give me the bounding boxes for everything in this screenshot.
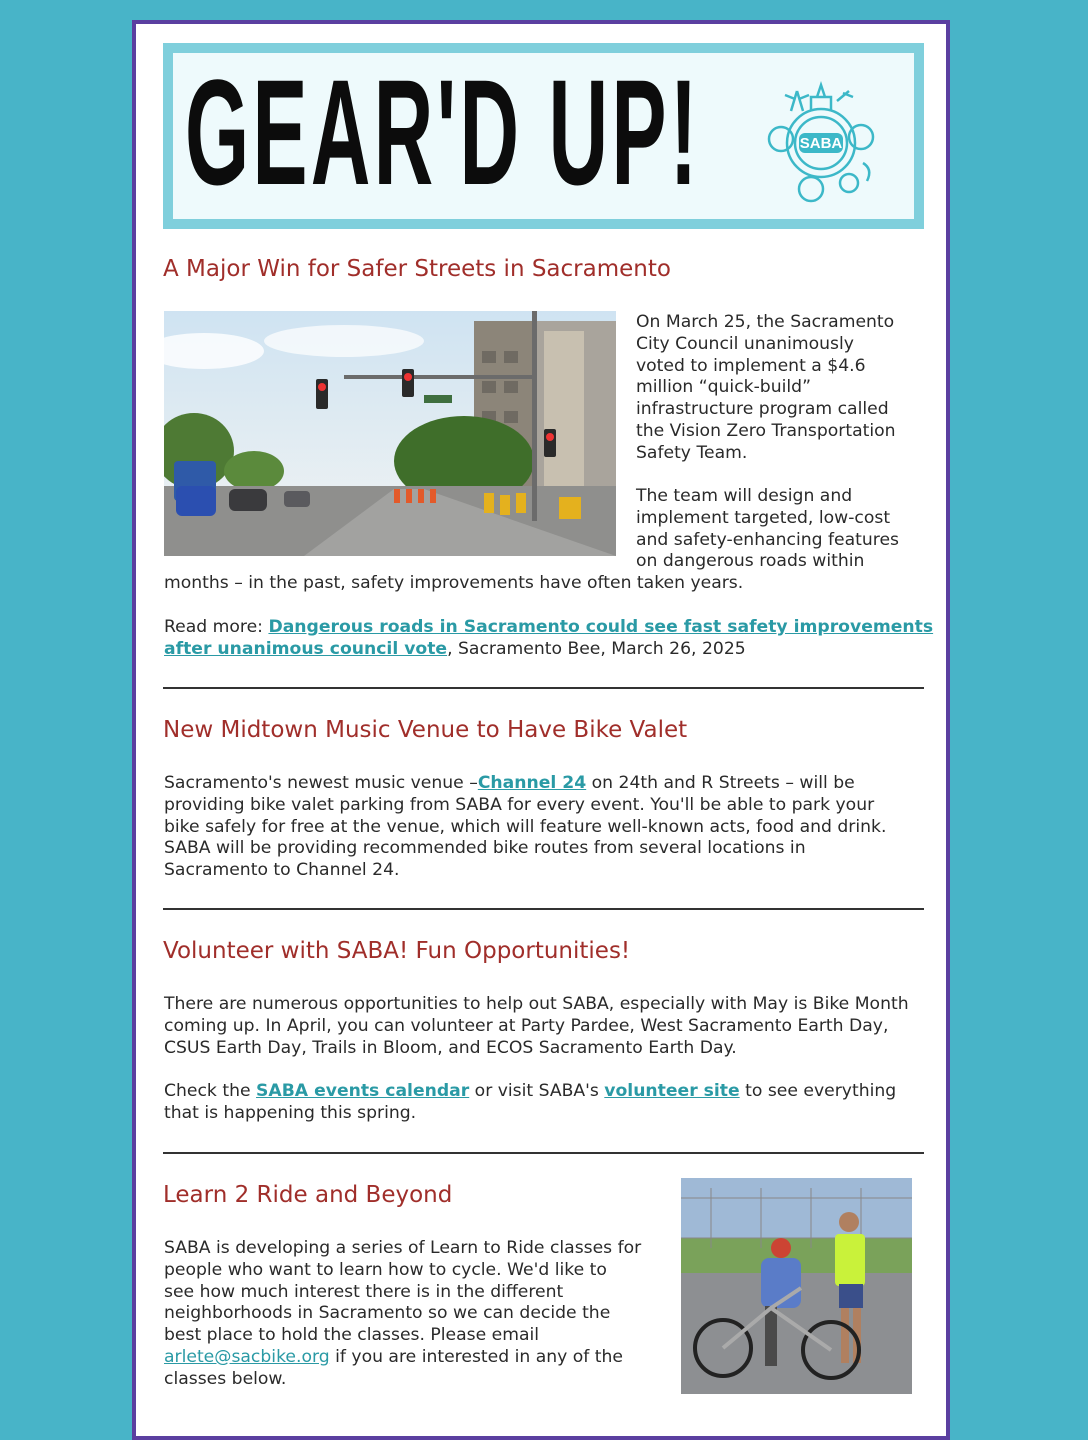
channel-24-link[interactable]: Channel 24	[477, 773, 587, 793]
volunteer-site-link[interactable]: volunteer site	[604, 1081, 740, 1101]
street-intersection-photo	[164, 311, 616, 556]
section-divider	[163, 687, 924, 689]
safer-streets-team-text-tail: months – in the past, safety improvements have often taken years.	[164, 573, 744, 593]
safer-streets-intro: On March 25, the Sacramento City Council unanimously voted to implement a $4.6 million “quick-build” infrastructure program called the Vision Zero Transportation Safety Team.	[636, 312, 896, 463]
heading-volunteer: Volunteer with SABA! Fun Opportunities!	[163, 938, 631, 964]
saba-logo-icon	[751, 71, 891, 211]
learn-to-ride-text: SABA is developing a series of Learn to Ride classes for people who want to learn how to cycle. We'd like to see how much interest there is in the different neighborhoods in Sacramento so we can decide the best place to hold the classes. Please email arlete@sacbike.org if you are interested in any of the classes below.	[164, 1238, 642, 1389]
volunteer-links-text: Check the SABA events calendar or visit SABA's volunteer site to see everything that is happening this spring.	[164, 1081, 897, 1123]
learn-to-ride-photo	[681, 1178, 912, 1394]
article-link[interactable]: Dangerous roads in Sacramento could see fast safety improvements after unanimous council vote	[164, 617, 934, 659]
heading-learn-to-ride: Learn 2 Ride and Beyond	[163, 1182, 453, 1208]
email-link[interactable]: arlete@sacbike.org	[164, 1346, 330, 1367]
heading-music-venue: New Midtown Music Venue to Have Bike Valet	[163, 717, 688, 743]
section-divider	[163, 1152, 924, 1154]
safer-streets-team-text: The team will design and implement targeted, low-cost and safety-enhancing features on dangerous roads within	[636, 486, 900, 572]
section-divider	[163, 908, 924, 910]
read-more-line: Read more: Dangerous roads in Sacramento could see fast safety improvements after unanimous council vote, Sacramento Bee, March 26, 2025	[164, 617, 934, 659]
volunteer-text: There are numerous opportunities to help out SABA, especially with May is Bike Month coming up. In April, you can volunteer at Party Pardee, West Sacramento Earth Day, CSUS Earth Day, Trails in Bloom, and ECOS Sacramento Earth Day.	[164, 994, 909, 1058]
events-calendar-link[interactable]: SABA events calendar	[256, 1081, 470, 1101]
heading-safer-streets: A Major Win for Safer Streets in Sacramento	[163, 256, 671, 282]
banner-title: GEAR'D UP!	[185, 48, 701, 216]
music-venue-text: Sacramento's newest music venue –Channel 24 on 24th and R Streets – will be providing bike valet parking from SABA for every event. You'll be able to park your bike safely for free at the venue, which will feature well-known acts, food and drink. SABA will be providing recommended bike routes from several locations in Sacramento to Channel 24.	[164, 773, 887, 881]
logo-text: SABA	[799, 135, 843, 152]
newsletter-banner	[163, 43, 924, 229]
